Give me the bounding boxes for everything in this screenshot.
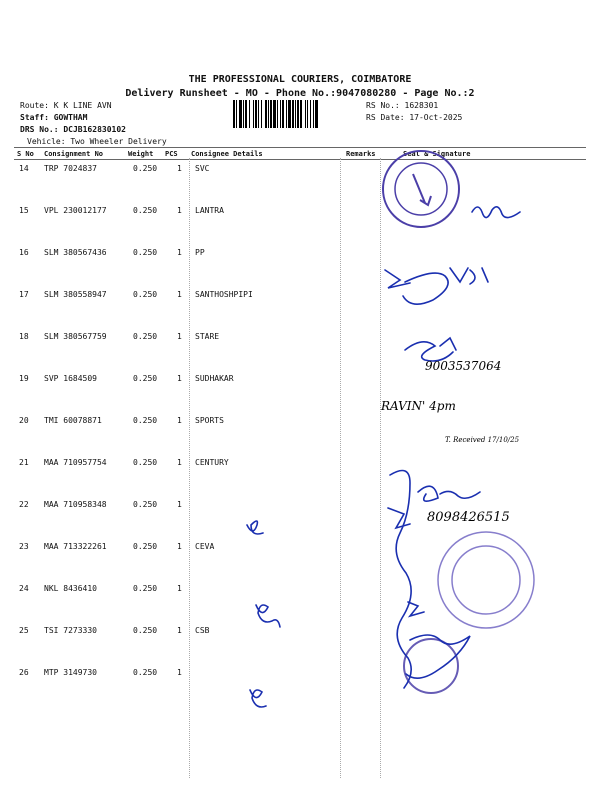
col-pcs: PCS bbox=[165, 150, 178, 158]
row-weight: 0.250 bbox=[133, 374, 158, 383]
signature-row25 bbox=[256, 605, 280, 627]
row-sno: 23 bbox=[19, 542, 29, 551]
row-weight: 0.250 bbox=[133, 332, 158, 341]
row-consignee: CSB bbox=[195, 626, 210, 635]
row-pcs: 1 bbox=[177, 416, 182, 425]
row-sno: 21 bbox=[19, 458, 29, 467]
row-pcs: 1 bbox=[177, 248, 182, 257]
signature-row21 bbox=[390, 471, 411, 689]
row-weight: 0.250 bbox=[133, 500, 158, 509]
col-sno: S No bbox=[17, 150, 34, 158]
col-seal: Seal & Signature bbox=[403, 150, 471, 158]
row-pcs: 1 bbox=[177, 332, 182, 341]
row-consignment: MTP 3149730 bbox=[44, 668, 97, 677]
row-pcs: 1 bbox=[177, 458, 182, 467]
row-weight: 0.250 bbox=[133, 584, 158, 593]
row-sno: 24 bbox=[19, 584, 29, 593]
row-pcs: 1 bbox=[177, 374, 182, 383]
row-consignment: MAA 710958348 bbox=[44, 500, 107, 509]
row-pcs: 1 bbox=[177, 206, 182, 215]
signature-row15 bbox=[472, 207, 520, 218]
row-sno: 17 bbox=[19, 290, 29, 299]
signature-row25b bbox=[406, 635, 470, 678]
row-consignee: SVC bbox=[195, 164, 210, 173]
row-sno: 14 bbox=[19, 164, 29, 173]
row-weight: 0.250 bbox=[133, 416, 158, 425]
row-pcs: 1 bbox=[177, 668, 182, 677]
rs-number: RS No.: 1628301 bbox=[366, 101, 439, 110]
signature-row24-mark bbox=[388, 508, 424, 616]
row-consignment: MAA 710957754 bbox=[44, 458, 107, 467]
row-weight: 0.250 bbox=[133, 206, 158, 215]
row-consignment: SLM 380567436 bbox=[44, 248, 107, 257]
row-consignment: TRP 7024837 bbox=[44, 164, 97, 173]
handwritten-received: T. Received 17/10/25 bbox=[445, 436, 520, 444]
row-consignment: MAA 713322261 bbox=[44, 542, 107, 551]
row-consignment: SLM 380558947 bbox=[44, 290, 107, 299]
handwritten-phone-2: 8098426515 bbox=[427, 510, 510, 525]
row-pcs: 1 bbox=[177, 164, 182, 173]
row-sno: 20 bbox=[19, 416, 29, 425]
row-weight: 0.250 bbox=[133, 626, 158, 635]
drs-label: DRS No.: DCJB162830102 bbox=[20, 125, 126, 134]
row-consignment: VPL 230012177 bbox=[44, 206, 107, 215]
runsheet-title: Delivery Runsheet - MO - Phone No.:9047080280 - Page No.:2 bbox=[125, 88, 475, 99]
row-weight: 0.250 bbox=[133, 668, 158, 677]
handwritten-ravin: RAVIN' 4pm bbox=[381, 399, 456, 413]
row-consignee: SANTHOSHPIPI bbox=[195, 290, 253, 299]
row-weight: 0.250 bbox=[133, 164, 158, 173]
row-consignment: TMI 60078871 bbox=[44, 416, 102, 425]
route-label: Route: K K LINE AVN bbox=[20, 101, 112, 110]
signature-row18 bbox=[405, 338, 456, 361]
signature-row17 bbox=[385, 268, 488, 304]
row-consignee: CEVA bbox=[195, 542, 215, 551]
signature-row26 bbox=[250, 690, 266, 707]
company-title: THE PROFESSIONAL COURIERS, COIMBATORE bbox=[188, 74, 412, 85]
col-consignment: Consignment No bbox=[44, 150, 104, 158]
handwritten-phone-1: 9003537064 bbox=[425, 359, 502, 373]
row-consignment: SVP 1684509 bbox=[44, 374, 97, 383]
row-consignee: PP bbox=[195, 248, 205, 257]
signatures bbox=[247, 207, 520, 707]
row-consignment: NKL 8436410 bbox=[44, 584, 97, 593]
row-weight: 0.250 bbox=[133, 290, 158, 299]
row-sno: 25 bbox=[19, 626, 29, 635]
row-weight: 0.250 bbox=[133, 458, 158, 467]
col-consignee: Consignee Details bbox=[191, 150, 263, 158]
row-pcs: 1 bbox=[177, 500, 182, 509]
seal-stamp-ceva bbox=[438, 532, 534, 628]
staff-label: Staff: GOWTHAM bbox=[20, 113, 88, 122]
row-pcs: 1 bbox=[177, 542, 182, 551]
col-weight: Weight bbox=[128, 150, 154, 158]
row-weight: 0.250 bbox=[133, 542, 158, 551]
row-sno: 19 bbox=[19, 374, 29, 383]
col-remarks: Remarks bbox=[346, 150, 376, 158]
row-consignee: CENTURY bbox=[195, 458, 229, 467]
row-sno: 22 bbox=[19, 500, 29, 509]
row-sno: 15 bbox=[19, 206, 29, 215]
row-sno: 26 bbox=[19, 668, 29, 677]
row-pcs: 1 bbox=[177, 626, 182, 635]
seal-stamp-top bbox=[383, 151, 459, 227]
row-consignee: SUDHAKAR bbox=[195, 374, 234, 383]
row-consignee: LANTRA bbox=[195, 206, 224, 215]
rs-date: RS Date: 17-Oct-2025 bbox=[366, 113, 463, 122]
row-weight: 0.250 bbox=[133, 248, 158, 257]
row-pcs: 1 bbox=[177, 290, 182, 299]
vehicle-label: Vehicle: Two Wheeler Delivery bbox=[27, 137, 167, 146]
row-sno: 18 bbox=[19, 332, 29, 341]
signature-row22 bbox=[418, 486, 480, 501]
row-consignee: STARE bbox=[195, 332, 220, 341]
row-consignment: TSI 7273330 bbox=[44, 626, 97, 635]
row-consignee: SPORTS bbox=[195, 416, 224, 425]
seal-stamp-bottom bbox=[404, 639, 458, 693]
row-consignment: SLM 380567759 bbox=[44, 332, 107, 341]
row-sno: 16 bbox=[19, 248, 29, 257]
row-pcs: 1 bbox=[177, 584, 182, 593]
signature-row23 bbox=[247, 521, 263, 534]
